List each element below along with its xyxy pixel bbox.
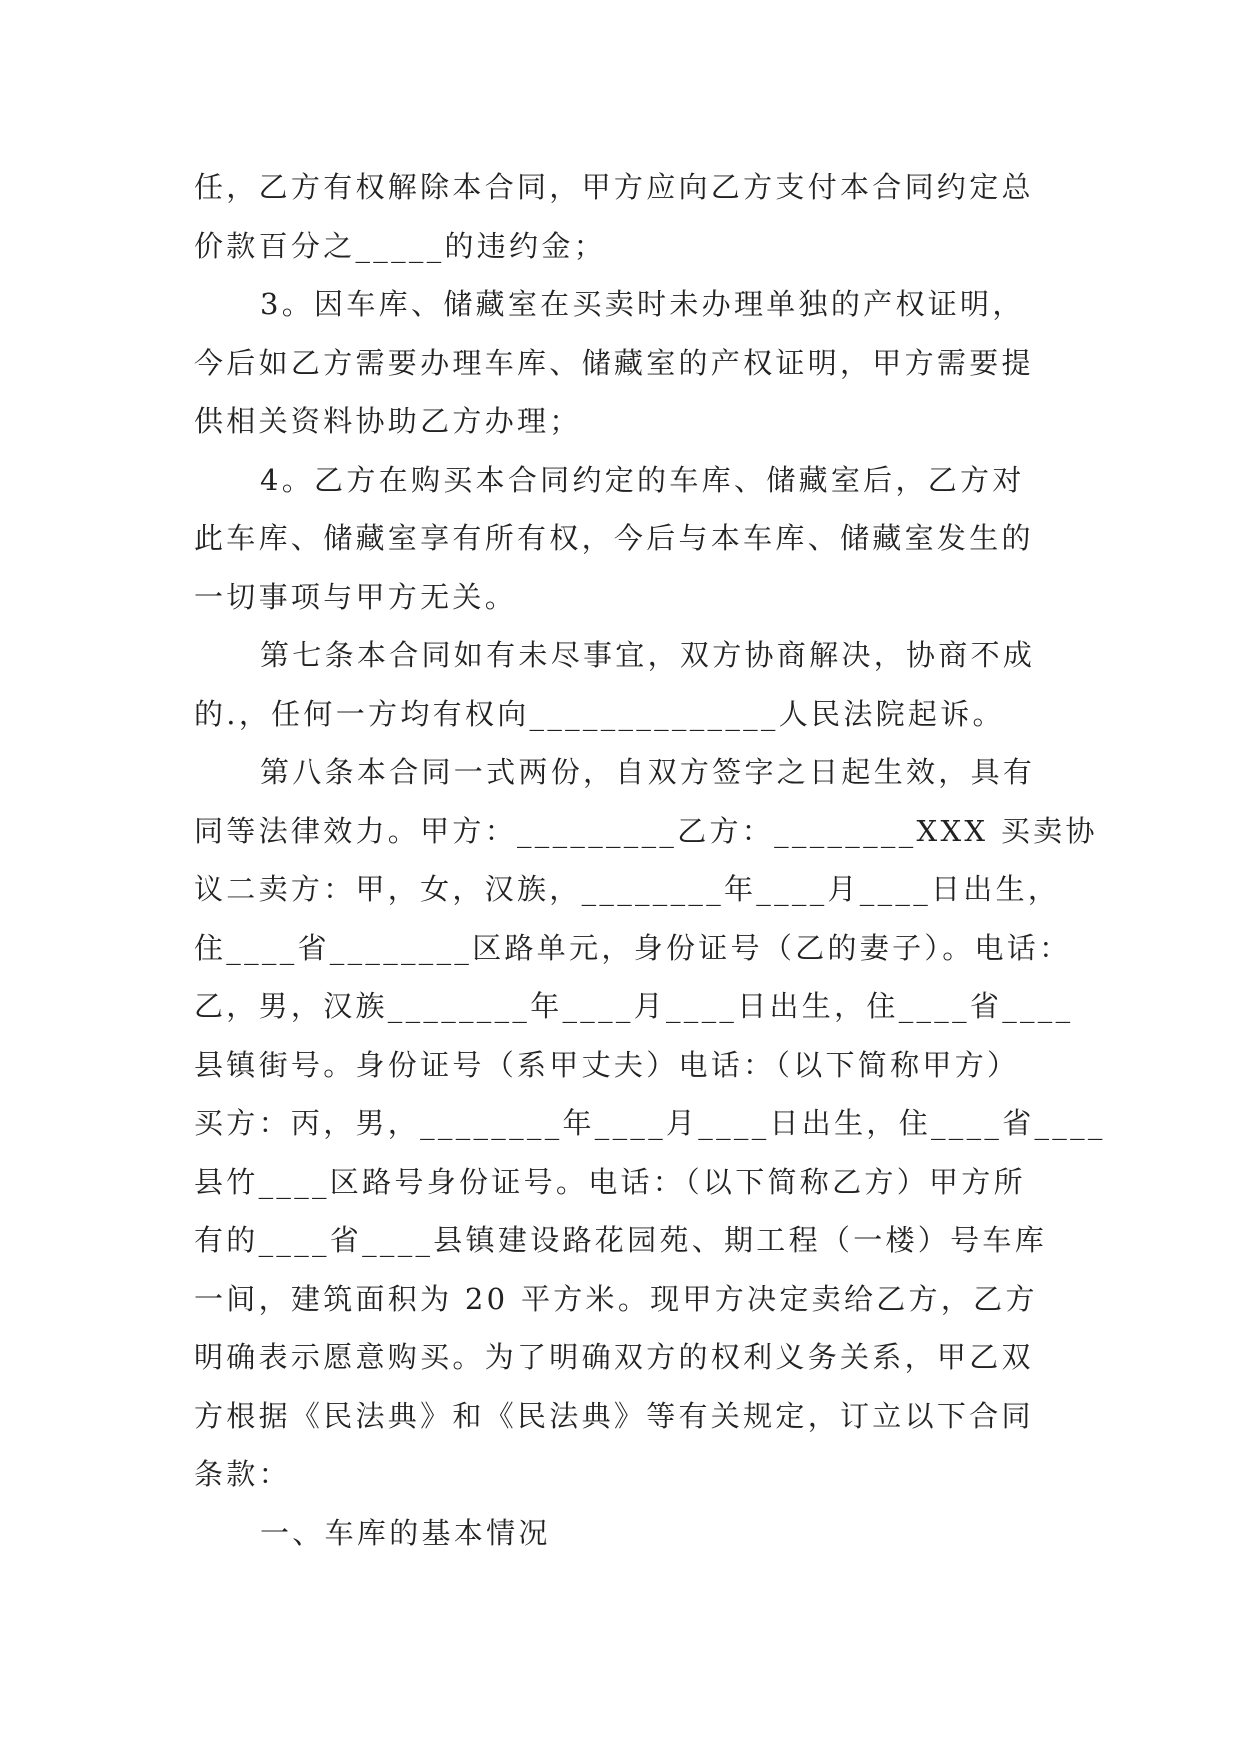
text-line: 买方：丙，男，________年____月____日出生，住____省____ (194, 1106, 1106, 1140)
text-line: 一间，建筑面积为 20 平方米。现甲方决定卖给乙方，乙方 (194, 1281, 1038, 1316)
text-line: 任，乙方有权解除本合同，甲方应向乙方支付本合同约定总 (194, 170, 1034, 204)
text-line: 供相关资料协助乙方办理； (194, 404, 582, 438)
text-line: 同等法律效力。甲方：_________乙方：________XXX 买卖协 (194, 813, 1098, 848)
text-line: 的.，任何一方均有权向______________人民法院起诉。 (194, 696, 1005, 731)
document-body (194, 158, 1106, 1562)
text-line: 一切事项与甲方无关。 (194, 579, 518, 614)
section-heading: 一、车库的基本情况 (260, 1515, 551, 1550)
text-line: 有的____省____县镇建设路花园苑、期工程（一楼）号车库 (194, 1223, 1048, 1257)
text-line: 第七条本合同如有未尽事宜，双方协商解决，协商不成 (260, 638, 1036, 672)
text-line: 4。乙方在购买本合同约定的车库、储藏室后，乙方对 (260, 462, 1025, 497)
text-line: 3。因车库、储藏室在买卖时未办理单独的产权证明， (260, 287, 1025, 321)
text-line: 住____省________区路单元，身份证号（乙的妻子）。电话： (194, 930, 1072, 965)
text-line: 明确表示愿意购买。为了明确双方的权利义务关系，甲乙双 (194, 1340, 1034, 1374)
text-line: 县镇街号。身份证号（系甲丈夫）电话：（以下简称甲方） (194, 1047, 1020, 1082)
text-line: 第八条本合同一式两份，自双方签字之日起生效，具有 (260, 755, 1036, 789)
text-line: 条款： (194, 1457, 291, 1491)
text-line: 方根据《民法典》和《民法典》等有关规定，订立以下合同 (194, 1398, 1034, 1433)
text-line: 县竹____区路号身份证号。电话：（以下简称乙方）甲方所 (194, 1164, 1026, 1199)
text-line: 此车库、储藏室享有所有权，今后与本车库、储藏室发生的 (194, 521, 1034, 555)
text-line: 今后如乙方需要办理车库、储藏室的产权证明，甲方需要提 (194, 345, 1034, 380)
text-line: 议二卖方：甲，女，汉族，________年____月____日出生， (194, 872, 1061, 906)
text-line: 乙，男，汉族________年____月____日出生，住____省____ (194, 989, 1074, 1023)
text-line: 价款百分之_____的违约金； (194, 228, 607, 263)
